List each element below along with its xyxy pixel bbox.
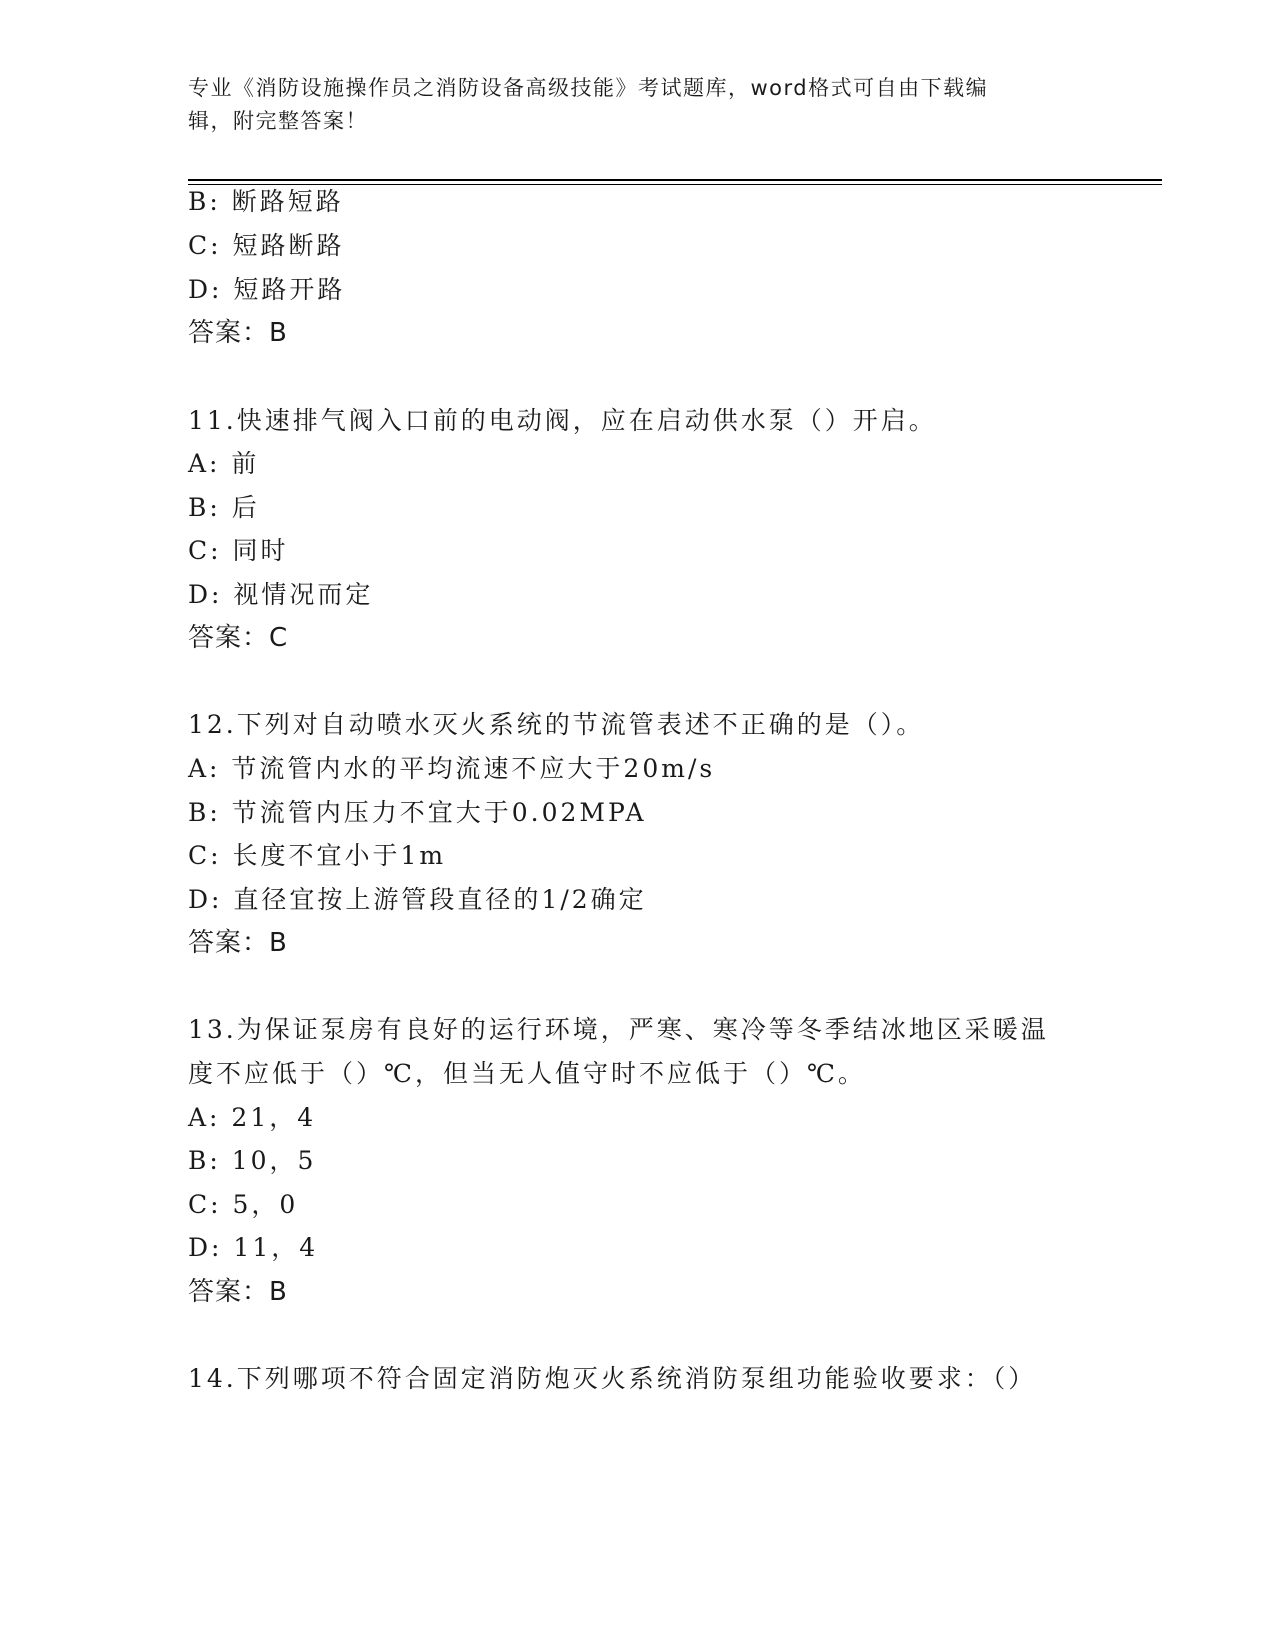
- q11-option-b: B: 后: [188, 493, 260, 522]
- header-line-1: 专业《消防设施操作员之消防设备高级技能》考试题库，word格式可自由下载编: [188, 76, 989, 100]
- q10-answer: 答案：B: [188, 318, 288, 348]
- q11-answer: 答案：C: [188, 623, 289, 653]
- q13-option-b: B: 10，5: [188, 1146, 317, 1175]
- header-divider-thick: [188, 179, 1162, 181]
- q12-option-d: D: 直径宜按上游管段直径的1/2确定: [188, 885, 647, 914]
- q13-option-d: D: 11，4: [188, 1233, 319, 1262]
- q11-stem: 11.快速排气阀入口前的电动阀，应在启动供水泵（）开启。: [188, 406, 937, 435]
- q11-option-a: A: 前: [188, 449, 260, 478]
- header-line-2: 辑，附完整答案！: [188, 109, 368, 133]
- q13-answer: 答案：B: [188, 1277, 288, 1307]
- q10-option-d: D: 短路开路: [188, 275, 346, 304]
- q12-option-b: B: 节流管内压力不宜大于0.02MPA: [188, 798, 647, 827]
- q11-option-d: D: 视情况而定: [188, 580, 374, 609]
- q14-stem: 14.下列哪项不符合固定消防炮灭火系统消防泵组功能验收要求：（）: [188, 1364, 1037, 1393]
- q13-stem-line-2: 度不应低于（）℃，但当无人值守时不应低于（）℃。: [188, 1059, 866, 1088]
- q12-option-c: C: 长度不宜小于1m: [188, 841, 447, 870]
- q13-option-c: C: 5，0: [188, 1190, 299, 1219]
- q12-option-a: A: 节流管内水的平均流速不应大于20m/s: [188, 754, 716, 783]
- q13-stem-line-1: 13.为保证泵房有良好的运行环境，严寒、寒冷等冬季结冰地区采暖温: [188, 1015, 1049, 1044]
- header-divider-thin: [188, 184, 1162, 185]
- q10-option-b: B: 断路短路: [188, 187, 344, 216]
- q11-option-c: C: 同时: [188, 536, 289, 565]
- q12-answer: 答案：B: [188, 928, 288, 958]
- q10-option-c: C: 短路断路: [188, 231, 345, 260]
- document-header: [188, 72, 1088, 138]
- q12-stem: 12.下列对自动喷水灭火系统的节流管表述不正确的是（）。: [188, 710, 925, 739]
- q13-option-a: A: 21，4: [188, 1103, 317, 1132]
